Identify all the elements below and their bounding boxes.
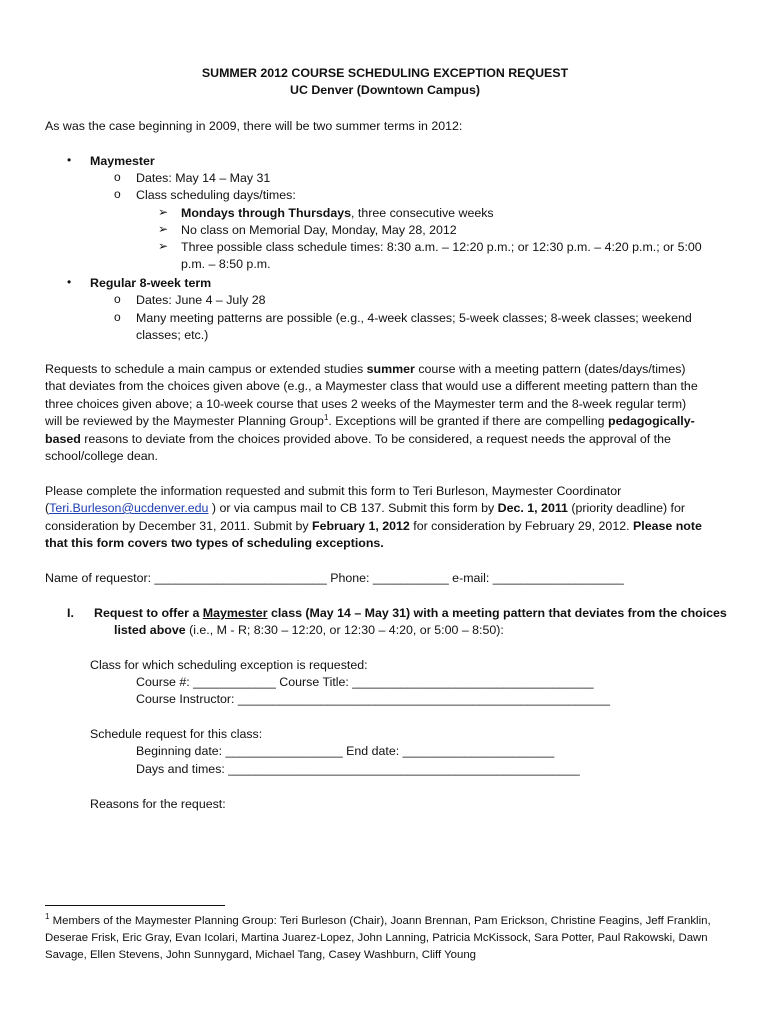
bullet-icon: • bbox=[67, 275, 72, 289]
requests-line-6: school/college dean. bbox=[45, 449, 158, 463]
intro-text: As was the case beginning in 2009, there will be two summer terms in 2012: bbox=[45, 119, 463, 133]
document-title: SUMMER 2012 COURSE SCHEDULING EXCEPTION REQUEST bbox=[201, 66, 569, 80]
maymester-rule-2: No class on Memorial Day, Monday, May 28, 2012 bbox=[181, 223, 457, 237]
date-fields[interactable]: Beginning date: _________________ End date: ______________________ bbox=[136, 744, 555, 758]
maymester-days-label: Class scheduling days/times: bbox=[136, 188, 296, 202]
section-1-heading-line2: listed above (i.e., M - R; 8:30 – 12:20, or 12:30 – 4:20, or 5:00 – 8:50): bbox=[114, 623, 504, 637]
requests-line-2: that deviates from the choices given above (e.g., a Maymester class that would use a different meeting pattern than the bbox=[45, 379, 698, 393]
maymester-rule-3-line1: Three possible class schedule times: 8:30 a.m. – 12:20 p.m.; or 12:30 p.m. – 4:20 p.m.; or 5:00 bbox=[181, 240, 702, 254]
arrow-bullet-icon: ➢ bbox=[158, 222, 169, 236]
coordinator-email-link[interactable]: Teri.Burleson@ucdenver.edu bbox=[49, 501, 209, 515]
submit-line-4: that this form covers two types of scheduling exceptions. bbox=[45, 536, 384, 550]
circle-bullet-icon: o bbox=[114, 187, 121, 201]
footnote-marker: 1 bbox=[45, 912, 50, 922]
section-1-heading-line1: Request to offer a Maymester class (May 14 – May 31) with a meeting pattern that deviates from the choices bbox=[94, 606, 727, 620]
requests-line-5: based reasons to deviate from the choices provided above. To be considered, a request needs the approval of the bbox=[45, 432, 671, 446]
maymester-rule-3-line2: p.m. – 8:50 p.m. bbox=[181, 257, 271, 271]
class-exception-label: Class for which scheduling exception is requested: bbox=[90, 658, 368, 672]
requests-line-1: Requests to schedule a main campus or extended studies summer course with a meeting pattern (dates/days/times) bbox=[45, 362, 686, 376]
maymester-label: Maymester bbox=[90, 154, 155, 168]
course-fields[interactable]: Course #: ____________ Course Title: ___________________________________ bbox=[136, 675, 594, 689]
submit-line-2: (Teri.Burleson@ucdenver.edu ) or via campus mail to CB 137. Submit this form by Dec. 1, 2011 (priority deadline) for bbox=[45, 501, 686, 515]
circle-bullet-icon: o bbox=[114, 310, 121, 324]
days-times-field[interactable]: Days and times: ___________________________________________________ bbox=[136, 762, 580, 776]
schedule-request-label: Schedule request for this class: bbox=[90, 727, 263, 741]
arrow-bullet-icon: ➢ bbox=[158, 239, 169, 253]
footnote-line-3: Savage, Ellen Stevens, John Sunnygard, Michael Tang, Casey Washburn, Cliff Young bbox=[45, 949, 477, 961]
circle-bullet-icon: o bbox=[114, 292, 121, 306]
regular-term-dates: Dates: June 4 – July 28 bbox=[136, 293, 266, 307]
regular-term-patterns-line1: Many meeting patterns are possible (e.g., 4-week classes; 5-week classes; 8-week classes; weekend bbox=[136, 311, 692, 325]
maymester-rule-1: Mondays through Thursdays, three consecutive weeks bbox=[181, 206, 494, 220]
requests-line-4: will be reviewed by the Maymester Planning Group$^1$. Exceptions will be granted if there are compelling pedagogically- bbox=[45, 412, 695, 428]
footnote-divider bbox=[45, 905, 225, 906]
section-numeral: I. bbox=[67, 606, 74, 620]
circle-bullet-icon: o bbox=[114, 170, 121, 184]
regular-term-label: Regular 8-week term bbox=[90, 276, 212, 290]
requestor-fields[interactable]: Name of requestor: _________________________ Phone: ___________ e-mail: ___________________ bbox=[45, 571, 624, 585]
requests-line-3: three choices given above; a 10-week course that uses 2 weeks of the Maymester term and the 8-week regular term) bbox=[45, 397, 687, 411]
bullet-icon: • bbox=[67, 153, 72, 167]
document-subtitle: UC Denver (Downtown Campus) bbox=[290, 83, 480, 97]
reasons-label: Reasons for the request: bbox=[90, 797, 226, 811]
maymester-dates: Dates: May 14 – May 31 bbox=[136, 171, 271, 185]
submit-line-3: consideration by December 31, 2011. Submit by February 1, 2012 for consideration by February 29, 2012. Please note bbox=[45, 519, 702, 533]
footnote-ref: 1 bbox=[323, 412, 329, 422]
footnote bbox=[45, 913, 745, 964]
submit-line-1: Please complete the information requested and submit this form to Teri Burleson, Maymester Coordinator bbox=[45, 484, 622, 498]
footnote-line-1: $^1$ Members of the Maymester Planning Group: Teri Burleson (Chair), Joann Brennan, Pam Erickson, Christine Feagins, Jeff Franklin, bbox=[45, 912, 711, 927]
regular-term-patterns-line2: classes; etc.) bbox=[136, 328, 209, 342]
instructor-field[interactable]: Course Instructor: ______________________________________________________ bbox=[136, 692, 611, 706]
arrow-bullet-icon: ➢ bbox=[158, 205, 169, 219]
footnote-line-2: Deserae Frisk, Eric Gray, Evan Icolari, Martina Juarez-Lopez, John Lanning, Patricia McKissock, Sara Potter, Paul Rakowski, Dawn bbox=[45, 932, 708, 944]
